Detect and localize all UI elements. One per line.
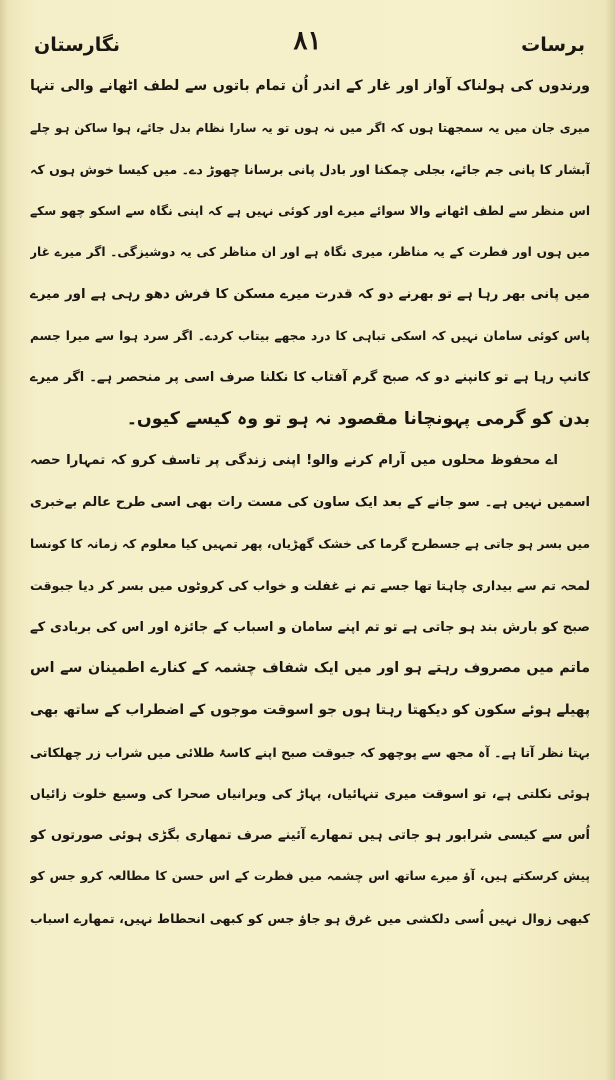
text-line: میں ہوں اور فطرت کے یہ مناظر، میری نگاہ ہے اور ان مناظر کی یہ دوشیزگی۔ اگر میرے غار xyxy=(30,245,590,260)
text-line: اس منظر سے لطف اٹھانے والا سوائے میرے اور کوئی نہیں ہے کہ اپنی نگاہ سے اسکو چھو سکے xyxy=(30,203,590,218)
running-title-right: برسات xyxy=(521,34,585,56)
text-line: ماتم میں مصروف رہتے ہو اور میں ایک شفاف چشمہ کے کنارے اطمینان سے اس xyxy=(30,660,590,677)
text-line: صبح کو بارش بند ہو جاتی ہے تو تم اپنے سامان و اسباب کے جائزہ اور اس کی بربادی کے xyxy=(30,619,590,635)
text-line: میری جان میں یہ سمجھتا ہوں کہ اگر میں نہ ہوں تو یہ سارا نظام بدل جائے، ہوا ساکن ہو چلے xyxy=(30,120,590,135)
page-number: ٨١ xyxy=(293,26,322,56)
text-line: اسمیں نہیں ہے۔ سو جانے کے بعد ایک ساون کی مست رات بھی اسی طرح عالم بےخبری xyxy=(30,494,590,510)
paragraph-2 xyxy=(30,440,590,939)
text-line: کانپ رہا ہے تو کانپنے دو کہ صبح گرم آفتاب کا نکلنا صرف اسی پر منحصر ہے۔ اگر میرے xyxy=(30,370,590,386)
text-line: اُس سے کیسی شرابور ہو جاتی ہیں تمھارے آئینے صرف تمھاری بگڑی ہوئی صورتوں کو xyxy=(30,827,590,843)
text-line: بدن کو گرمی پہونچانا مقصود نہ ہو تو وہ کیسے کیوں۔ xyxy=(126,408,590,429)
page-left-shadow xyxy=(0,0,8,1080)
text-line: ورندوں کی ہولناک آواز اور غار کے اندر اُن تمام باتوں سے لطف اٹھانے والی تنہا xyxy=(30,78,590,94)
text-line: اے محفوظ محلوں میں آرام کرنے والو! اپنی زندگی پر تاسف کرو کہ تمہارا حصہ xyxy=(30,453,558,469)
running-title-left: نگارستان xyxy=(34,34,121,56)
text-line: آبشار کا پانی جم جائے، بجلی چمکنا اور بادل پانی برسانا چھوڑ دے۔ میں کیسا خوش ہوں کہ xyxy=(30,162,590,178)
text-line: میں پانی بھر رہا ہے تو بھرنے دو کہ قدرت میرے مسکن کا فرش دھو رہی ہے اور میرے xyxy=(30,286,590,302)
text-line: پیش کرسکتے ہیں، آؤ میرے ساتھ اس چشمہ میں فطرت کے اس حسن کا مطالعہ کرو جس کو xyxy=(30,869,590,884)
page-header xyxy=(0,0,615,70)
text-line: ہوئی نکلتی ہے، تو اسوقت میری تنہائیاں، پہاڑ کی ویرانیاں صحرا کی وسیع خلوت زائیاں xyxy=(30,786,590,802)
text-line: پھیلے ہوئے سکون کو دیکھتا رہتا ہوں جو اسوقت موجوں کے اضطراب کے ساتھ بھی xyxy=(30,701,590,718)
text-line: بہتا نظر آتا ہے۔ آہ مجھ سے پوچھو کہ جبوقت صبح اپنے کاسۂ طلائی میں شراب زر چھلکاتی xyxy=(30,744,590,760)
text-line: کبھی زوال نہیں اُسی دلکشی میں غرق ہو جاؤ جس کو کبھی انحطاط نہیں، تمھارے اسباب xyxy=(30,910,590,926)
text-line: میں بسر ہو جاتی ہے جسطرح گرما کی خشک گھڑیاں، پھر تمہیں کیا معلوم کہ زمانہ کا کونسا xyxy=(30,536,590,551)
page-right-shadow xyxy=(605,0,615,1080)
text-line: لمحہ تم سے بیداری چاہتا تھا جسے تم نے غفلت و خواب کی کروٹوں میں بسر کر دیا جبوقت xyxy=(30,578,590,594)
text-line: پاس کوئی سامان نہیں کہ اسکی تباہی کا درد مجھے بیتاب کردے۔ اگر سرد ہوا سے میرا جسم xyxy=(30,328,590,343)
body-text xyxy=(30,66,590,939)
paragraph-1 xyxy=(30,66,590,440)
